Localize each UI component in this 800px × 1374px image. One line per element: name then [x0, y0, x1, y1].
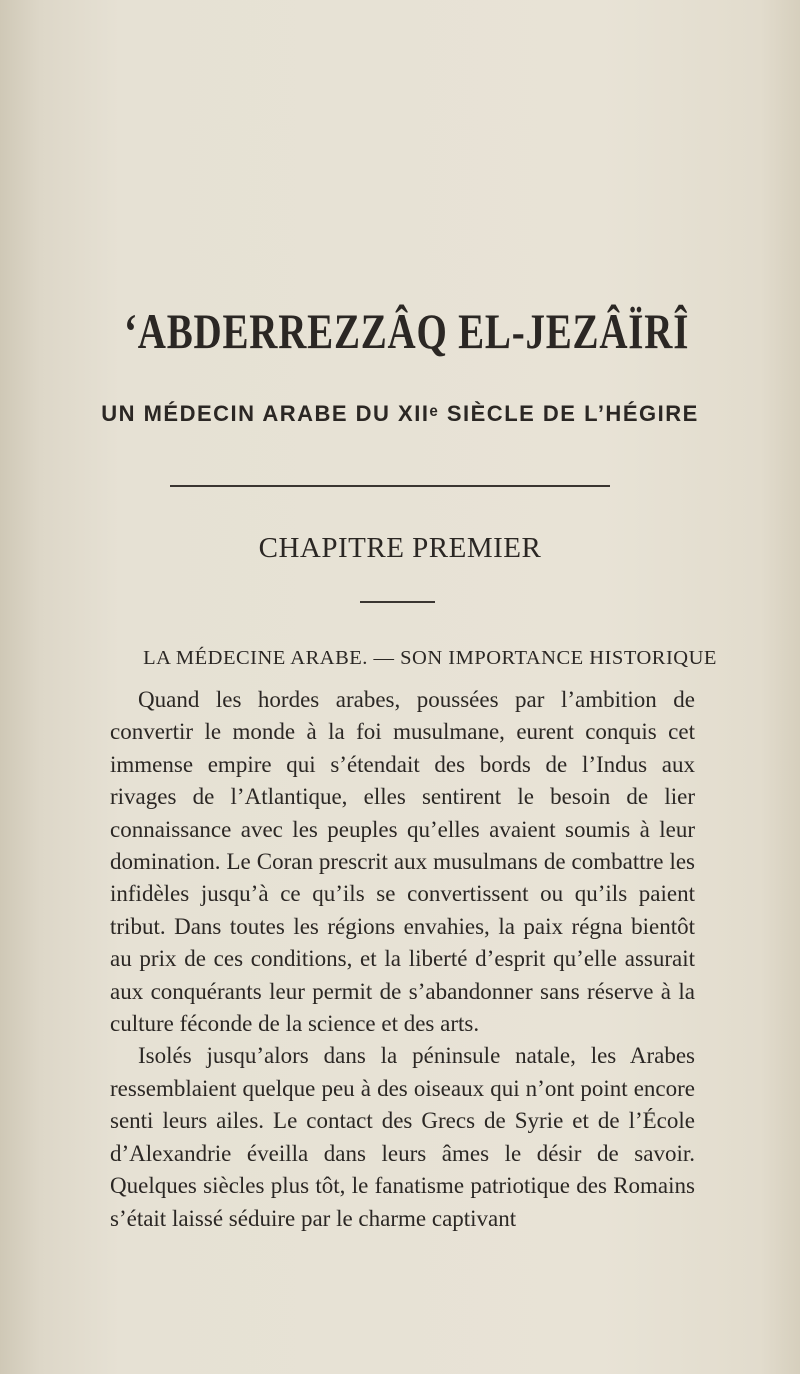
- body-text: [110, 684, 695, 1235]
- book-subtitle: UN MÉDECIN ARABE DU XIIᵉ SIÈCLE DE L’HÉGIRE: [101, 401, 699, 426]
- section-heading: LA MÉDECINE ARABE. — SON IMPORTANCE HISTORIQUE: [143, 647, 717, 669]
- paragraph: Quand les hordes arabes, poussées par l’ambition de convertir le monde à la foi musulmane, eurent conquis cet immense empire qui s’étendait des bords de l’Indus aux rivages de l’Atlantique, elles sentirent le besoin de lier connaissance avec les peuples qu’elles avaient soumis à leur domination. Le Coran prescrit aux musulmans de combattre les infidèles jusqu’à ce qu’ils se convertissent ou qu’ils paient tribut. Dans toutes les régions envahies, la paix régna bientôt au prix de ces conditions, et la liberté d’esprit qu’elle assurait aux conquérants leur permit de s’abandonner sans réserve à la culture féconde de la science et des arts.: [110, 687, 695, 1037]
- paragraph: Isolés jusqu’alors dans la péninsule natale, les Arabes ressemblaient quelque peu à des oiseaux qui n’ont point encore senti leurs ailes. Le contact des Grecs de Syrie et de l’École d’Alexandrie éveilla dans leurs âmes le désir de savoir. Quelques siècles plus tôt, le fanatisme patriotique des Romains s’était laissé séduire par le charme captivant: [110, 1043, 695, 1231]
- chapter-divider: [360, 601, 435, 603]
- book-title: ‘ABDERREZZÂQ EL-JEZÂÏRÎ: [124, 303, 690, 359]
- title-divider: [170, 485, 610, 487]
- chapter-heading: CHAPITRE PREMIER: [258, 532, 542, 564]
